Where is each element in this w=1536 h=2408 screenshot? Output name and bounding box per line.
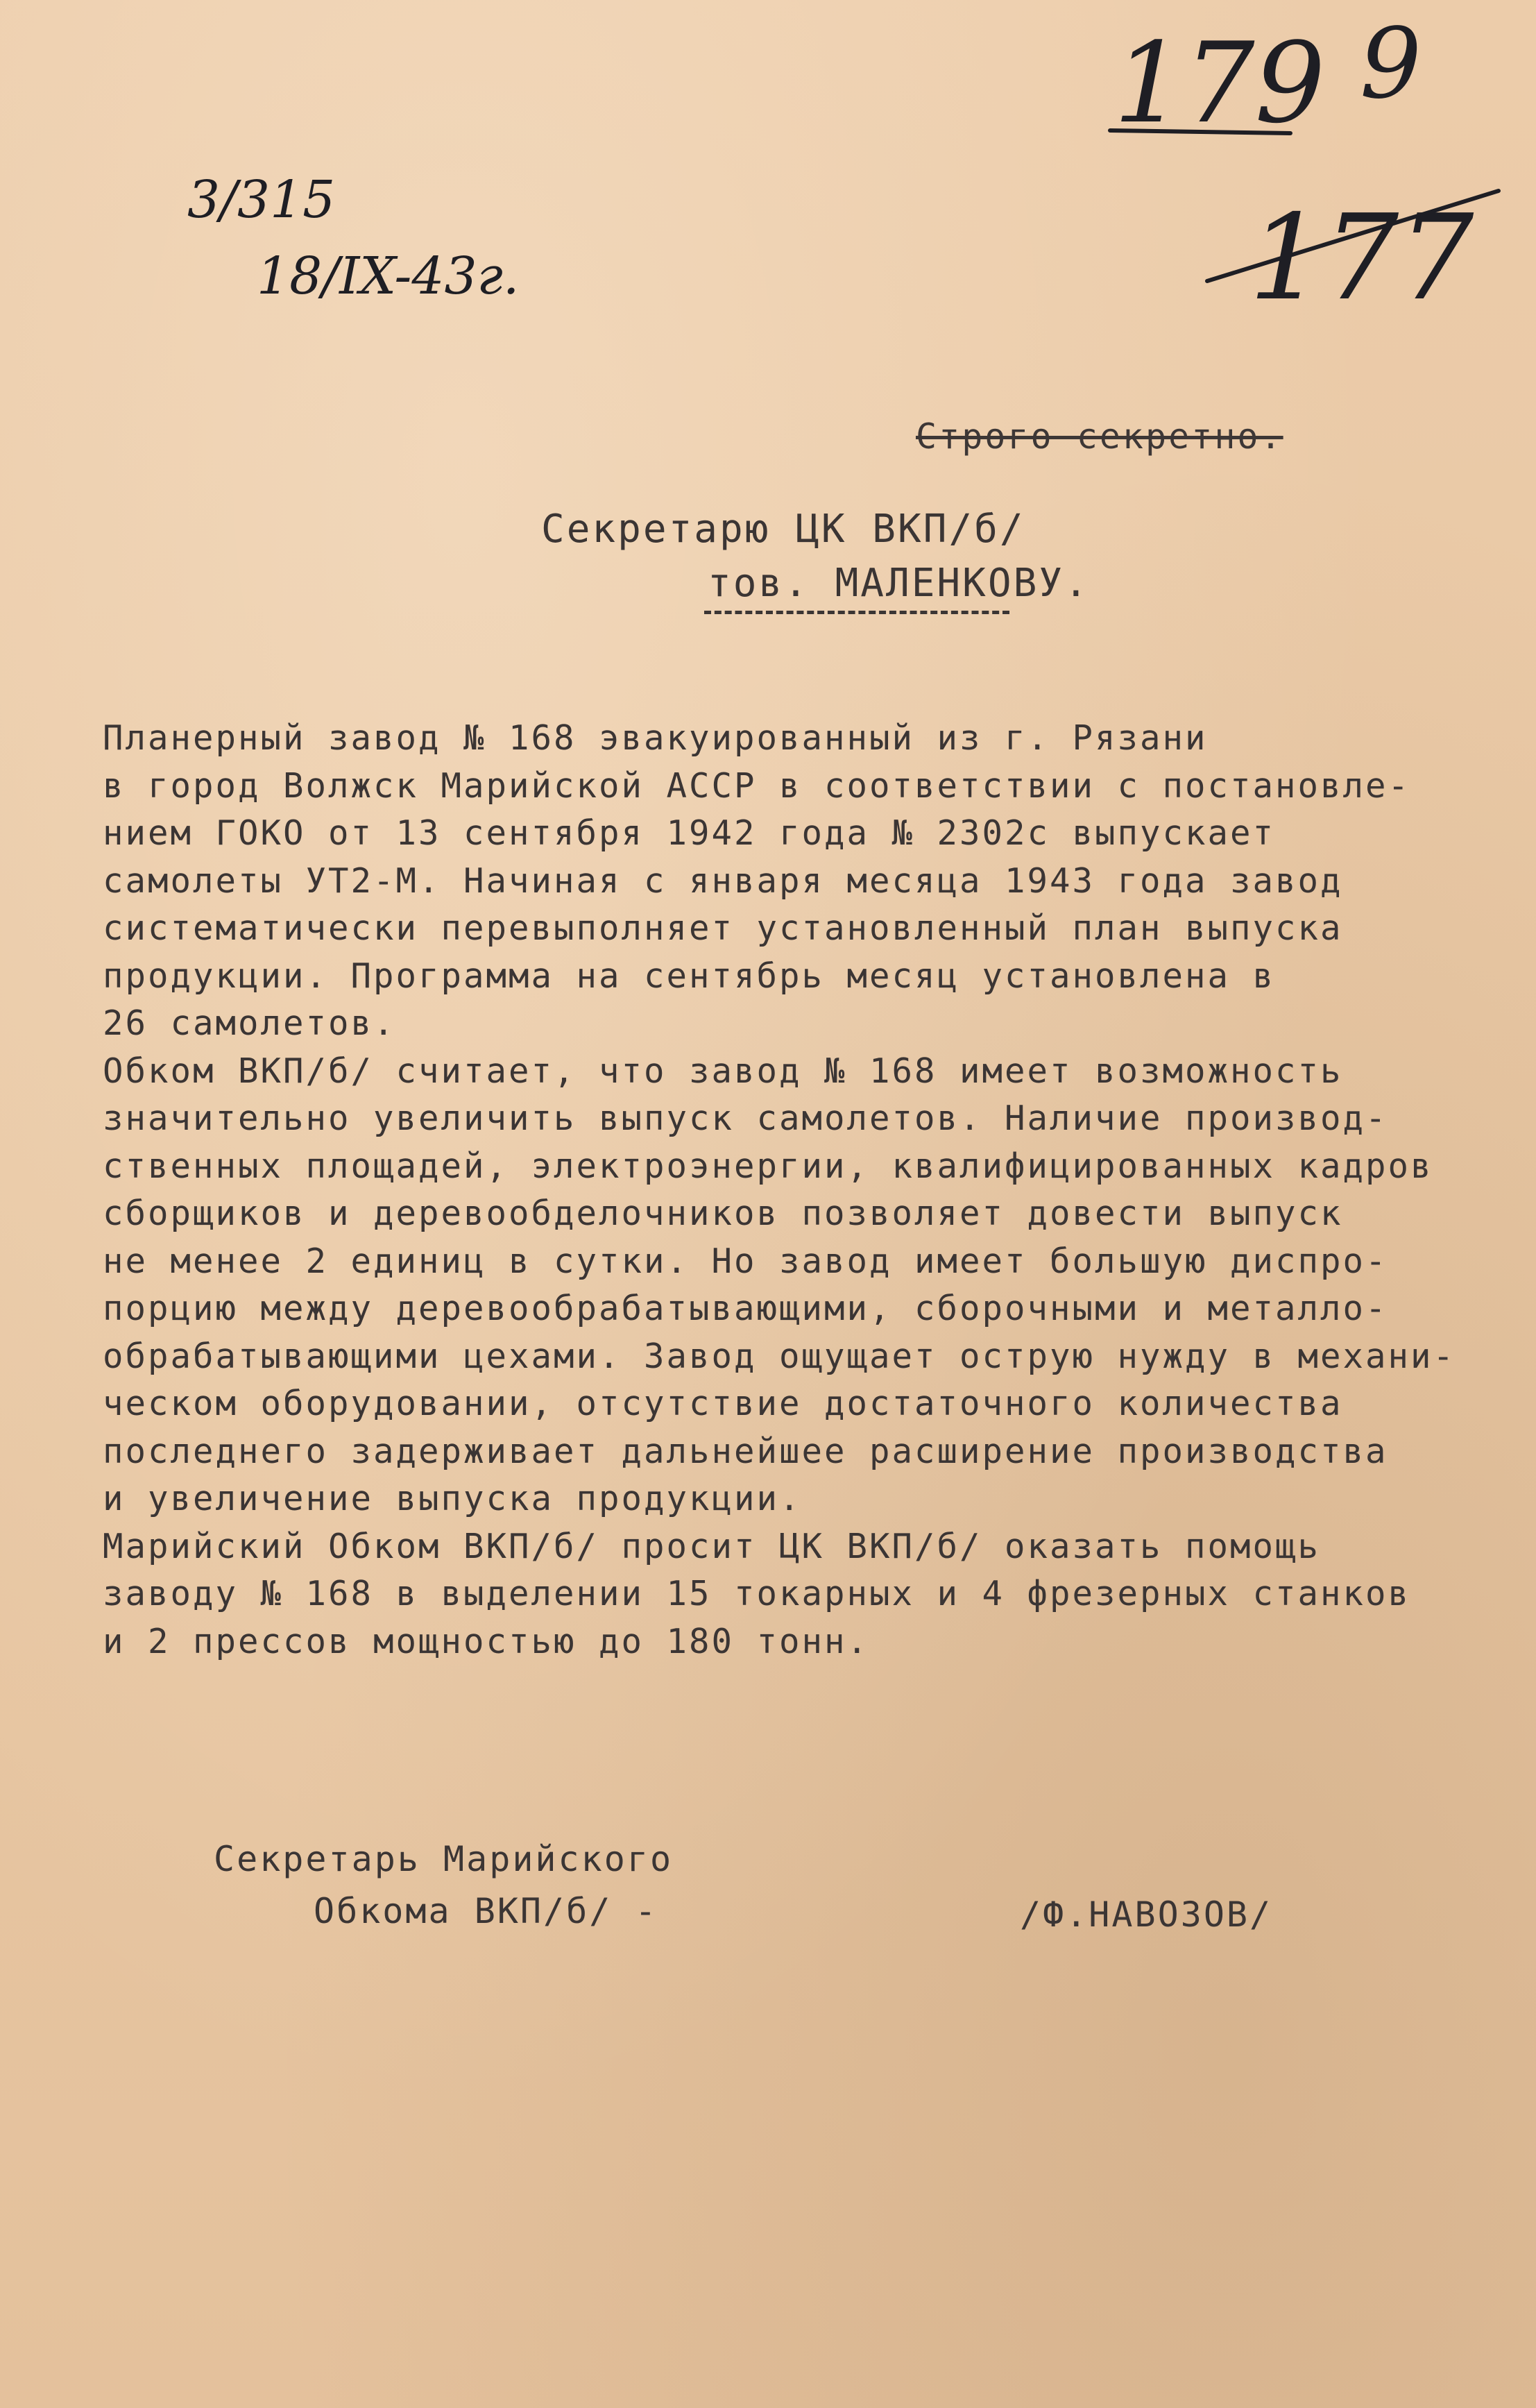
body-line: ственных площадей, электроэнергии, квалифицированных кадров <box>103 1146 1433 1186</box>
body-line: Планерный завод № 168 эвакуированный из г. Рязани <box>103 718 1208 758</box>
letter-body <box>103 715 1462 1665</box>
body-line: в город Волжск Марийской АССР в соответствии с постановле- <box>103 765 1411 806</box>
addressee-underline <box>704 611 1009 614</box>
archive-number-struck: 177 <box>1249 189 1474 327</box>
body-line: продукции. Программа на сентябрь месяц установлена в <box>103 956 1276 996</box>
archive-number-main: 179 <box>1113 18 1326 148</box>
registration-number: 3/315 <box>187 170 336 230</box>
body-line: Марийский Обком ВКП/б/ просит ЦК ВКП/б/ оказать помощь <box>103 1526 1321 1566</box>
body-line: и 2 прессов мощностью до 180 тонн. <box>103 1621 870 1661</box>
addressee-line-1: Секретарю ЦК ВКП/б/ <box>541 507 1025 552</box>
body-line: систематически перевыполняет установленный план выпуска <box>103 908 1343 948</box>
body-line: значительно увеличить выпуск самолетов. Наличие производ- <box>103 1099 1388 1138</box>
body-line: не менее 2 единиц в сутки. Но завод имеет большую диспро- <box>103 1241 1388 1281</box>
signature-title-line-2: Обкома ВКП/б/ - <box>314 1891 658 1931</box>
addressee-line-2: тов. МАЛЕНКОВУ. <box>708 561 1090 606</box>
registration-date: 18/IX-43г. <box>257 246 520 306</box>
body-line: Обком ВКП/б/ считает, что завод № 168 имеет возможность <box>103 1051 1343 1091</box>
body-line: порцию между деревообрабатывающими, сборочными и металло- <box>103 1289 1388 1328</box>
body-line: и увеличение выпуска продукции. <box>103 1479 802 1518</box>
signature-title-line-1: Секретарь Марийского <box>214 1839 674 1879</box>
body-line: обрабатывающими цехами. Завод ощущает острую нужду в механи- <box>103 1336 1456 1376</box>
archive-number-marks <box>1082 14 1512 340</box>
classification-label: Строго секретно. <box>916 416 1283 457</box>
archive-number-side: 9 <box>1360 14 1422 121</box>
body-line: заводу № 168 в выделении 15 токарных и 4 фрезерных станков <box>103 1574 1411 1613</box>
body-line: самолеты УТ2-М. Начиная с января месяца 1943 года завод <box>103 860 1343 901</box>
body-line: нием ГОКО от 13 сентября 1942 года № 2302с выпускает <box>103 813 1276 853</box>
body-line: 26 самолетов. <box>103 1003 396 1043</box>
body-line: ческом оборудовании, отсутствие достаточного количества <box>103 1384 1343 1423</box>
body-line: последнего задерживает дальнейшее расширение производства <box>103 1431 1388 1471</box>
signature-name: /Ф.НАВОЗОВ/ <box>1020 1894 1273 1935</box>
body-line: сборщиков и деревообделочников позволяет довести выпуск <box>103 1194 1343 1233</box>
